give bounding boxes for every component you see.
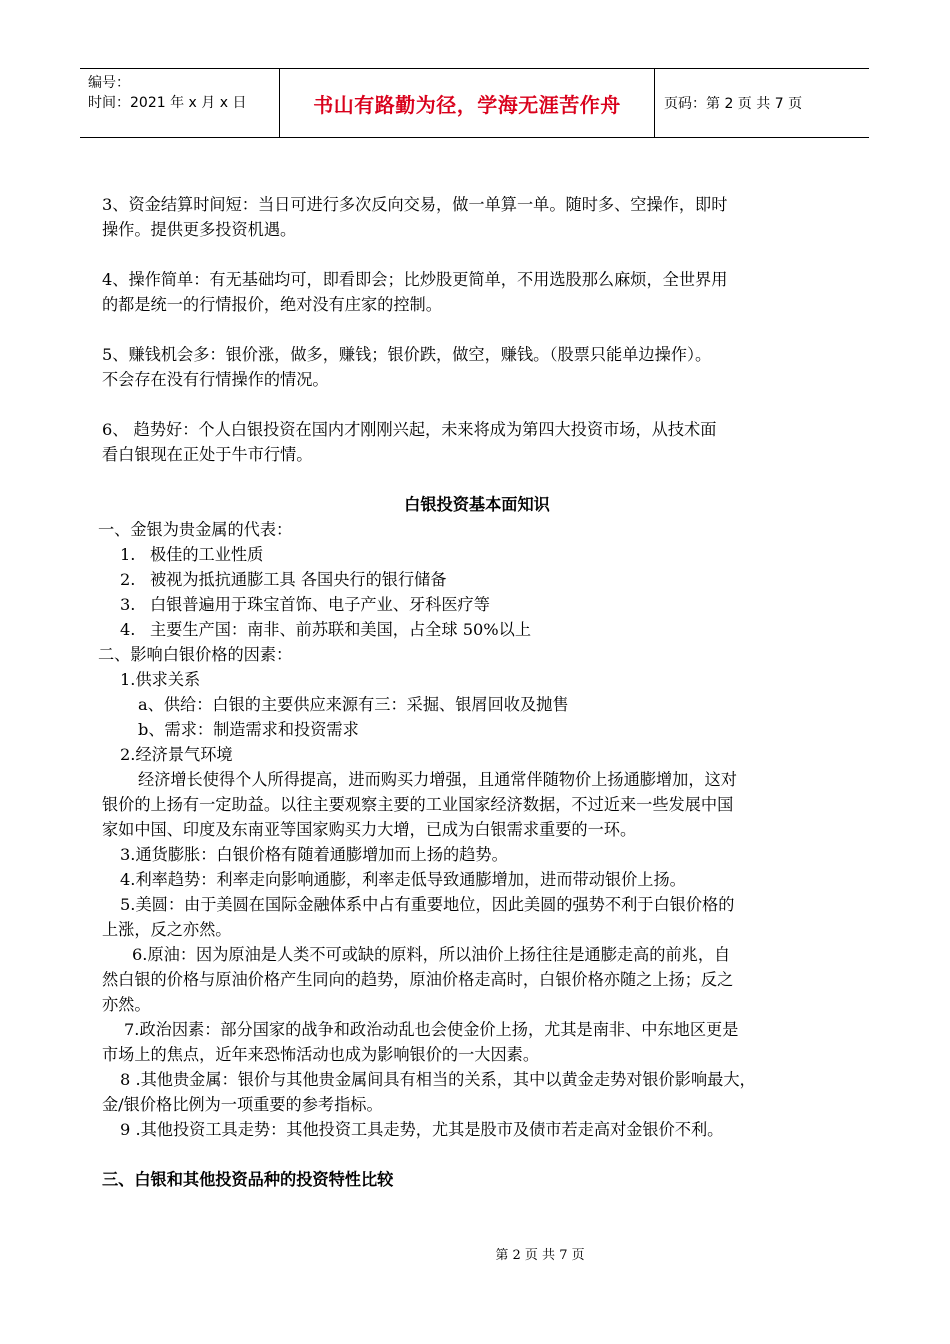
point-4-line1: 4、操作简单：有无基础均可，即看即会；比炒股更简单，不用选股那么麻烦，全世界用: [102, 270, 728, 289]
point-3-line2: 操作。提供更多投资机遇。: [102, 220, 297, 239]
document-body: [98, 192, 852, 1192]
part1-item: 4. 主要生产国：南非、前苏联和美国，占全球 50%以上: [120, 620, 532, 639]
point-3-line1: 3、资金结算时间短：当日可进行多次反向交易，做一单算一单。随时多、空操作，即时: [102, 195, 728, 214]
section-title: 白银投资基本面知识: [404, 495, 550, 514]
header-meta: [80, 69, 280, 137]
factor-1-demand: b、需求：制造需求和投资需求: [138, 720, 359, 739]
part1-item: 2. 被视为抵抗通膨工具 各国央行的银行储备: [120, 570, 447, 589]
point-6-line1: 6、 趋势好：个人白银投资在国内才刚刚兴起，未来将成为第四大投资市场，从技术面: [102, 420, 717, 439]
factor-5-line2: 上涨，反之亦然。: [102, 920, 232, 939]
time-label: 时间：2021 年 x 月 x 日: [88, 95, 247, 111]
factor-8-line1: 8 .其他贵金属：银价与其他贵金属间具有相当的关系，其中以黄金走势对银价影响最大，: [120, 1070, 756, 1089]
part1-item: 1. 极佳的工业性质: [120, 545, 264, 564]
header-page-info: 页码：第 2 页 共 7 页: [664, 96, 803, 112]
factor-7-line2: 市场上的焦点，近年来恐怖活动也成为影响银价的一大因素。: [102, 1045, 540, 1064]
point-6-line2: 看白银现在正处于牛市行情。: [102, 445, 313, 464]
header-motto: 书山有路勤为径，学海无涯苦作舟: [280, 69, 655, 137]
part1-item: 3. 白银普遍用于珠宝首饰、电子产业、牙科医疗等: [120, 595, 490, 614]
part3-heading: 三、白银和其他投资品种的投资特性比较: [102, 1170, 394, 1189]
factor-2-title: 2.经济景气环境: [120, 745, 233, 764]
point-4-line2: 的都是统一的行情报价，绝对没有庄家的控制。: [102, 295, 442, 314]
part2-heading: 二、影响白银价格的因素：: [98, 645, 293, 664]
factor-9: 9 .其他投资工具走势：其他投资工具走势，尤其是股市及债市若走高对金银价不利。: [120, 1120, 724, 1139]
part1-heading: 一、金银为贵金属的代表：: [98, 520, 293, 539]
factor-1-title: 1.供求关系: [120, 670, 201, 689]
number-label: 编号：: [88, 75, 130, 91]
factor-1-supply: a、供给：白银的主要供应来源有三：采掘、银屑回收及抛售: [138, 695, 569, 714]
factor-2-line1: 经济增长使得个人所得提高，进而购买力增强，且通常伴随物价上扬通膨增加，这对: [138, 770, 737, 789]
factor-2-line3: 家如中国、印度及东南亚等国家购买力大增，已成为白银需求重要的一环。: [102, 820, 637, 839]
factor-6-line3: 亦然。: [102, 995, 151, 1014]
factor-8-line2: 金/银价格比例为一项重要的参考指标。: [102, 1095, 383, 1114]
factor-4: 4.利率趋势：利率走向影响通膨，利率走低导致通膨增加，进而带动银价上扬。: [120, 870, 686, 889]
point-5-line1: 5、赚钱机会多：银价涨，做多，赚钱；银价跌，做空，赚钱。（股票只能单边操作）。: [102, 345, 712, 364]
factor-6-line1: 6.原油：因为原油是人类不可或缺的原料，所以油价上扬往往是通膨走高的前兆，自: [132, 945, 731, 964]
factor-7-line1: 7.政治因素：部分国家的战争和政治动乱也会使金价上扬，尤其是南非、中东地区更是: [124, 1020, 739, 1039]
page-header: [80, 68, 869, 138]
factor-3: 3.通货膨胀：白银价格有随着通膨增加而上扬的趋势。: [120, 845, 508, 864]
page-footer: 第 2 页 共 7 页: [495, 1248, 585, 1263]
factor-5-line1: 5.美圆：由于美圆在国际金融体系中占有重要地位，因此美圆的强势不利于白银价格的: [120, 895, 735, 914]
point-5-line2: 不会存在没有行情操作的情况。: [102, 370, 329, 389]
factor-6-line2: 然白银的价格与原油价格产生同向的趋势，原油价格走高时，白银价格亦随之上扬；反之: [102, 970, 734, 989]
factor-2-line2: 银价的上扬有一定助益。以往主要观察主要的工业国家经济数据，不过近来一些发展中国: [102, 795, 734, 814]
